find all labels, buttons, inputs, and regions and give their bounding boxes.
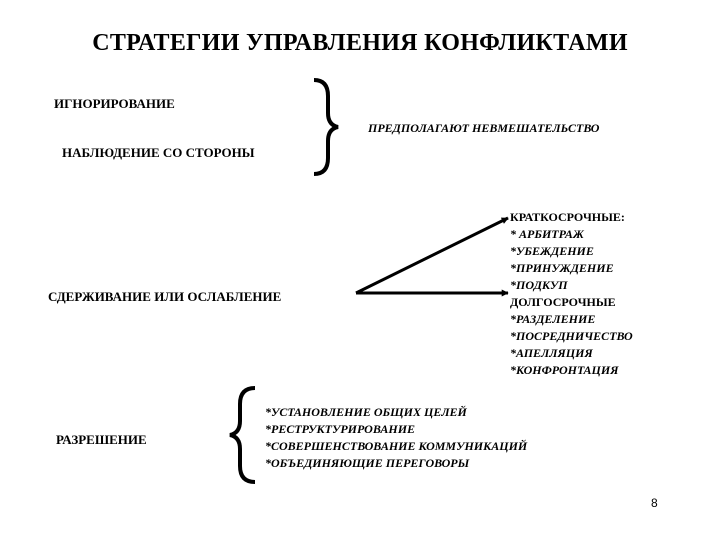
right-brace-icon: [314, 80, 338, 174]
list-item: *РАЗДЕЛЕНИЕ: [510, 312, 596, 326]
list-item: *ПОСРЕДНИЧЕСТВО: [510, 329, 633, 343]
list-item: *УСТАНОВЛЕНИЕ ОБЩИХ ЦЕЛЕЙ: [265, 405, 467, 419]
list-item: * АРБИТРАЖ: [510, 227, 584, 241]
long-term-header: ДОЛГОСРОЧНЫЕ: [510, 295, 616, 309]
left-brace-icon: [230, 388, 255, 482]
list-item: *ПРИНУЖДЕНИЕ: [510, 261, 614, 275]
list-item: *УБЕЖДЕНИЕ: [510, 244, 594, 258]
list-item: *АПЕЛЛЯЦИЯ: [510, 346, 593, 360]
page-number: 8: [651, 496, 658, 510]
page-title: СТРАТЕГИИ УПРАВЛЕНИЯ КОНФЛИКТАМИ: [92, 30, 628, 56]
list-item: *ПОДКУП: [510, 278, 568, 292]
list-item: *КОНФРОНТАЦИЯ: [510, 363, 619, 377]
strategy-observing: НАБЛЮДЕНИЕ СО СТОРОНЫ: [62, 145, 255, 160]
strategy-containment: СДЕРЖИВАНИЕ ИЛИ ОСЛАБЛЕНИЕ: [48, 289, 282, 304]
short-term-header: КРАТКОСРОЧНЫЕ:: [510, 210, 625, 224]
list-item: *СОВЕРШЕНСТВОВАНИЕ КОММУНИКАЦИЙ: [265, 439, 528, 453]
arrow-short-term: [356, 218, 508, 293]
strategy-resolution: РАЗРЕШЕНИЕ: [56, 432, 147, 447]
strategy-ignoring: ИГНОРИРОВАНИЕ: [54, 96, 175, 111]
list-item: *ОБЪЕДИНЯЮЩИЕ ПЕРЕГОВОРЫ: [265, 456, 470, 470]
non-intervention-note: ПРЕДПОЛАГАЮТ НЕВМЕШАТЕЛЬСТВО: [368, 121, 600, 135]
list-item: *РЕСТРУКТУРИРОВАНИЕ: [265, 422, 416, 436]
